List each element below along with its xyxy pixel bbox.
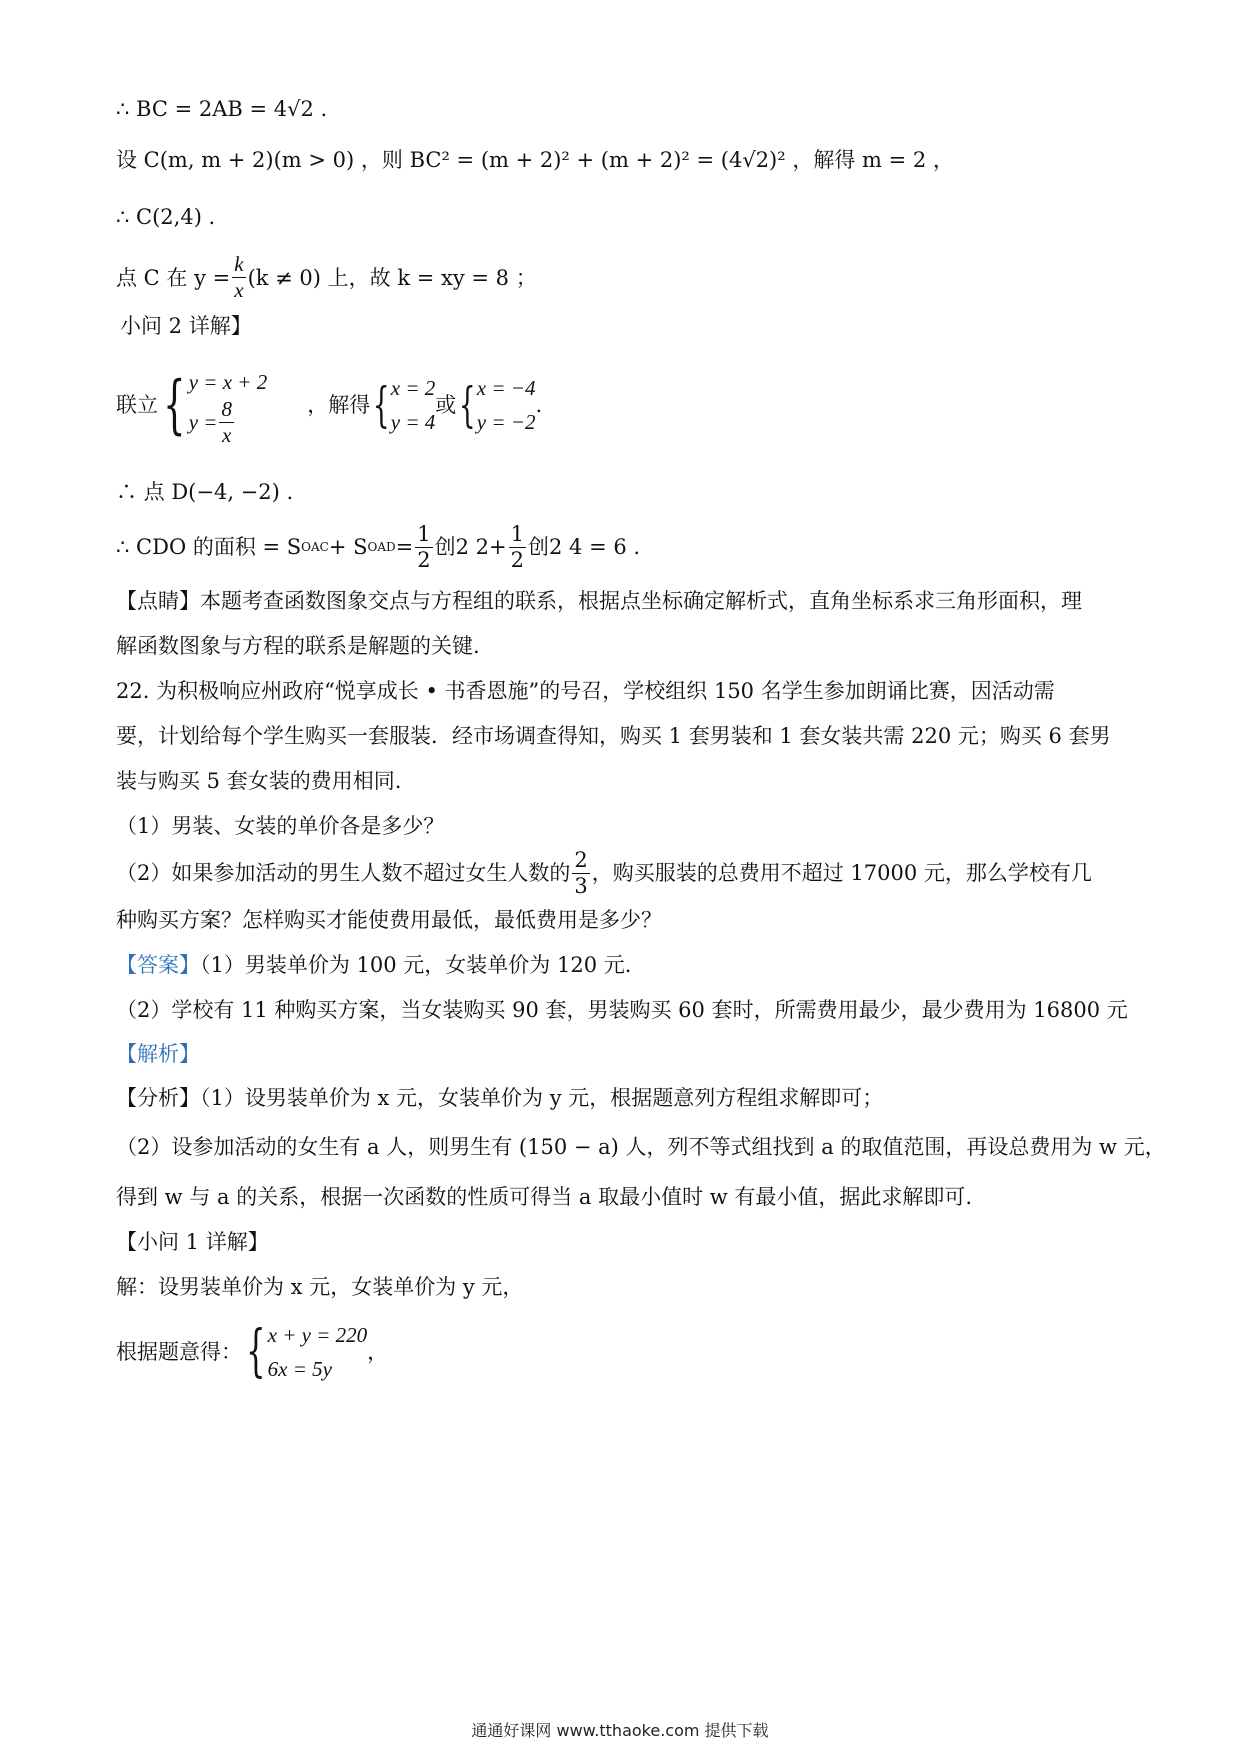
fraction-k-over-x — [232, 254, 245, 301]
brace-icon: { — [246, 1319, 266, 1384]
fraction — [415, 521, 432, 572]
fraction-num: 1 — [417, 521, 431, 546]
equation-system-2 — [370, 371, 435, 439]
q22-line-1: 22. 为积极响应州政府“悦享成长 • 书香恩施”的号召，学校组织 150 名学生参加朗诵比赛，因活动需 — [116, 679, 1055, 703]
answer-line-2: （2）学校有 11 种购买方案，当女装购买 90 套，男装购买 60 套时，所需费用最少，最少费用为 16800 元 — [116, 998, 1128, 1022]
text: （2）如果参加活动的男生人数不超过女生人数的 — [116, 861, 571, 885]
system-row: x + y = 220 — [267, 1323, 368, 1347]
system-row: y = −2 — [476, 410, 536, 434]
system-row: x = 2 — [390, 376, 436, 400]
text: ∴ CDO 的面积 = S — [116, 535, 302, 559]
text: = — [395, 535, 414, 559]
dianjing-line-1: 【点睛】本题考查函数图象交点与方程组的联系，根据点坐标确定解析式，直角坐标系求三角形面积，理 — [116, 589, 1082, 613]
text: ，购买服装的总费用不超过 17000 元，那么学校有几 — [591, 861, 1092, 885]
line-set-c: 设 C(m, m + 2)(m > 0) ，则 BC² = (m + 2)² + (m + 2)² = (4√2)² ，解得 m = 2 ， — [116, 148, 954, 172]
text: . — [535, 393, 543, 417]
equation-system-3 — [456, 371, 535, 439]
q22-part-1: （1）男装、女装的单价各是多少？ — [116, 814, 445, 838]
equation-system-1 — [158, 365, 267, 446]
fraction-num: 2 — [574, 847, 588, 872]
solution-line: 解：设男装单价为 x 元，女装单价为 y 元， — [116, 1275, 524, 1299]
fraction-num: 1 — [510, 521, 525, 546]
brace-icon: { — [373, 377, 390, 433]
q22-line-2: 要，计划给每个学生购买一套服装．经市场调查得知，购买 1 套男装和 1 套女装共需 220 元；购买 6 套男 — [116, 724, 1111, 748]
fraction-den: x — [222, 422, 232, 447]
text: 创2 4 = 6 . — [528, 535, 641, 559]
dianjing-line-2: 解函数图象与方程的联系是解题的关键. — [116, 634, 480, 658]
subscript: OAC — [301, 540, 329, 554]
text: 或 — [435, 393, 457, 417]
q22-line-3: 装与购买 5 套女装的费用相同. — [116, 769, 402, 793]
answer-tag: 【答案】 — [116, 953, 200, 977]
line-system — [116, 360, 542, 450]
line-bc: ∴ BC = 2AB = 4√2 . — [116, 97, 328, 121]
text: 联立 — [116, 393, 158, 417]
fraction — [219, 396, 234, 447]
fraction-den: 3 — [574, 873, 588, 898]
fraction-num: 8 — [221, 396, 232, 421]
text: ，解得 — [307, 393, 371, 417]
line-area — [116, 522, 640, 572]
fenxi-line-2: （2）设参加活动的女生有 a 人，则男生有 (150 − a) 人，列不等式组找到 a 的取值范围，再设总费用为 w 元， — [116, 1135, 1166, 1159]
brace-icon: { — [163, 368, 186, 442]
fraction — [509, 521, 526, 572]
page-footer: 通通好课网 www.tthaoke.com 提供下载 — [471, 1721, 769, 1740]
text: 根据题意得： — [116, 1340, 242, 1364]
text: y = — [188, 410, 218, 434]
system-row: x = −4 — [476, 376, 536, 400]
text: ， — [367, 1340, 389, 1364]
line-point-c — [116, 254, 537, 301]
system-row: y = x + 2 — [188, 369, 268, 394]
fenxi-line-1: 【分析】（1）设男装单价为 x 元，女装单价为 y 元，根据题意列方程组求解即可； — [116, 1086, 884, 1110]
fraction-den: 2 — [510, 547, 525, 572]
text: 点 C 在 y = — [116, 265, 231, 290]
q22-part-2 — [116, 848, 1092, 898]
text: (k ≠ 0) 上，故 k = xy = 8 ； — [247, 265, 537, 290]
subquestion-2-heading: 小问 2 详解】 — [120, 314, 252, 338]
q22-part-2-line-2: 种购买方案？怎样购买才能使费用最低，最低费用是多少？ — [116, 908, 662, 932]
answer-line-1 — [116, 951, 631, 979]
line-c-coord: ∴ C(2,4) . — [116, 205, 216, 229]
text: （1）男装单价为 100 元，女装单价为 120 元. — [200, 953, 632, 977]
equation-system-4 — [242, 1318, 367, 1386]
jiexi-tag: 【解析】 — [116, 1042, 200, 1066]
system-rows — [268, 1318, 367, 1386]
fraction — [572, 847, 589, 898]
subquestion-1-heading: 【小问 1 详解】 — [116, 1230, 269, 1254]
fraction-den: x — [234, 278, 244, 302]
fraction-den: 2 — [417, 547, 431, 572]
system-row: 6x = 5y — [267, 1357, 332, 1381]
subscript: OAD — [367, 540, 396, 554]
fraction-num: k — [234, 252, 244, 276]
line-system-4 — [116, 1312, 388, 1392]
system-rows — [189, 365, 267, 446]
system-rows — [477, 371, 536, 439]
line-point-d: ∴ 点 D(−4, −2) . — [116, 480, 294, 504]
text: 创2 2+ — [434, 535, 507, 559]
text: + S — [328, 535, 368, 559]
system-rows — [391, 371, 436, 439]
fenxi-line-3: 得到 w 与 a 的关系，根据一次函数的性质可得当 a 取最小值时 w 有最小值，据此求解即可. — [116, 1185, 973, 1209]
system-row: y = 4 — [390, 410, 436, 434]
system-row — [188, 396, 267, 447]
brace-icon: { — [459, 377, 476, 433]
